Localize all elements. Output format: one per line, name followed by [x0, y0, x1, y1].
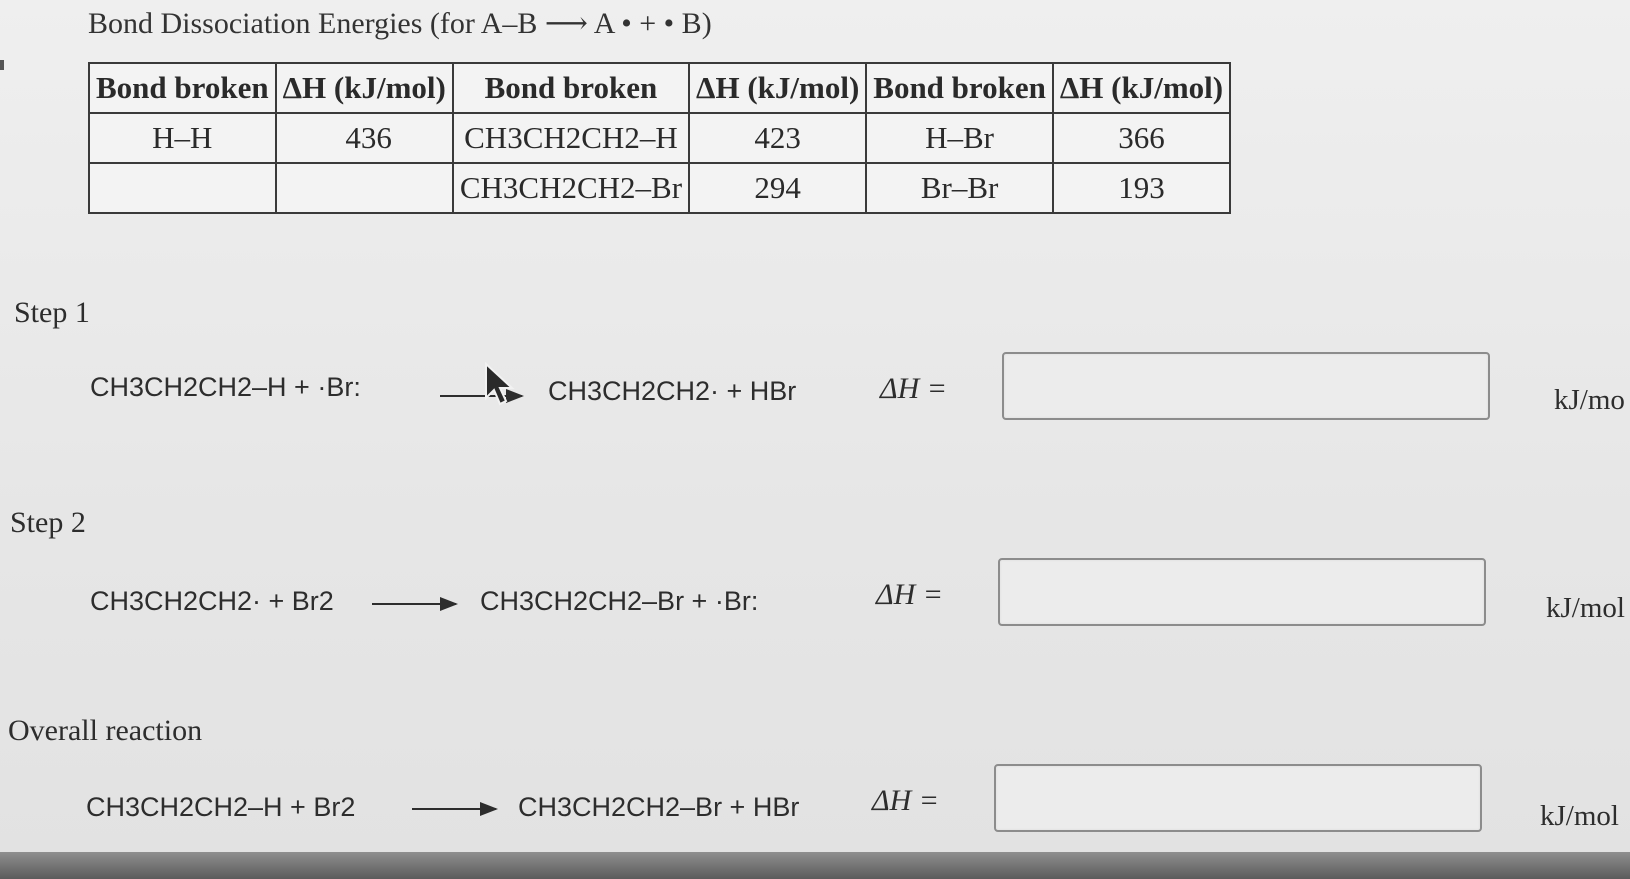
step1-delta-h-input[interactable]: [1002, 352, 1490, 420]
column-header: Bond broken: [453, 63, 689, 113]
step1-reactants: CH3CH2CH2–H + ·Br:: [90, 372, 361, 402]
column-header: Bond broken: [89, 63, 276, 113]
table-cell: 294: [689, 163, 866, 213]
column-header: ΔH (kJ/mol): [1053, 63, 1230, 113]
overall-reaction-arrow: [412, 808, 496, 810]
step1-label: Step 1: [14, 296, 90, 329]
table-cell: Br–Br: [866, 163, 1053, 213]
step1-delta-h-label: ΔH =: [880, 372, 948, 405]
overall-products: CH3CH2CH2–Br + HBr: [518, 792, 800, 822]
step2-delta-h-label: ΔH =: [876, 578, 944, 611]
overall-delta-h-label: ΔH =: [872, 784, 940, 817]
column-header: ΔH (kJ/mol): [689, 63, 866, 113]
step2-unit: kJ/mol: [1546, 592, 1625, 624]
step1-products: CH3CH2CH2· + HBr: [548, 376, 797, 406]
table-cell: [89, 163, 276, 213]
step2-reaction-arrow: [372, 603, 456, 605]
overall-delta-h-input[interactable]: [994, 764, 1482, 832]
overall-reactants: CH3CH2CH2–H + Br2: [86, 792, 356, 822]
table-cell: 193: [1053, 163, 1230, 213]
table-cell: 366: [1053, 113, 1230, 163]
column-header: ΔH (kJ/mol): [276, 63, 453, 113]
overall-reaction-label: Overall reaction: [8, 714, 203, 747]
table-cell: [276, 163, 453, 213]
overall-unit: kJ/mol: [1540, 800, 1619, 832]
mouse-pointer-icon: [484, 362, 516, 408]
screen-edge-mark: [0, 60, 4, 70]
step2-label: Step 2: [10, 506, 86, 539]
page-title: Bond Dissociation Energies (for A–B ⟶ A • + • B): [88, 7, 712, 40]
table-cell: H–Br: [866, 113, 1053, 163]
table-row: [89, 163, 1230, 213]
step2-delta-h-input[interactable]: [998, 558, 1486, 626]
column-header: Bond broken: [866, 63, 1053, 113]
step2-products: CH3CH2CH2–Br + ·Br:: [480, 586, 759, 616]
table-header-row: [89, 63, 1230, 113]
table-cell: H–H: [89, 113, 276, 163]
table-row: [89, 113, 1230, 163]
table-cell: CH3CH2CH2–Br: [453, 163, 689, 213]
step2-reactants: CH3CH2CH2· + Br2: [90, 586, 334, 616]
table-cell: 436: [276, 113, 453, 163]
table-cell: CH3CH2CH2–H: [453, 113, 689, 163]
screen-bezel: [0, 852, 1630, 879]
step1-unit: kJ/mo: [1554, 384, 1625, 416]
bond-energy-table: [88, 62, 1231, 214]
table-cell: 423: [689, 113, 866, 163]
